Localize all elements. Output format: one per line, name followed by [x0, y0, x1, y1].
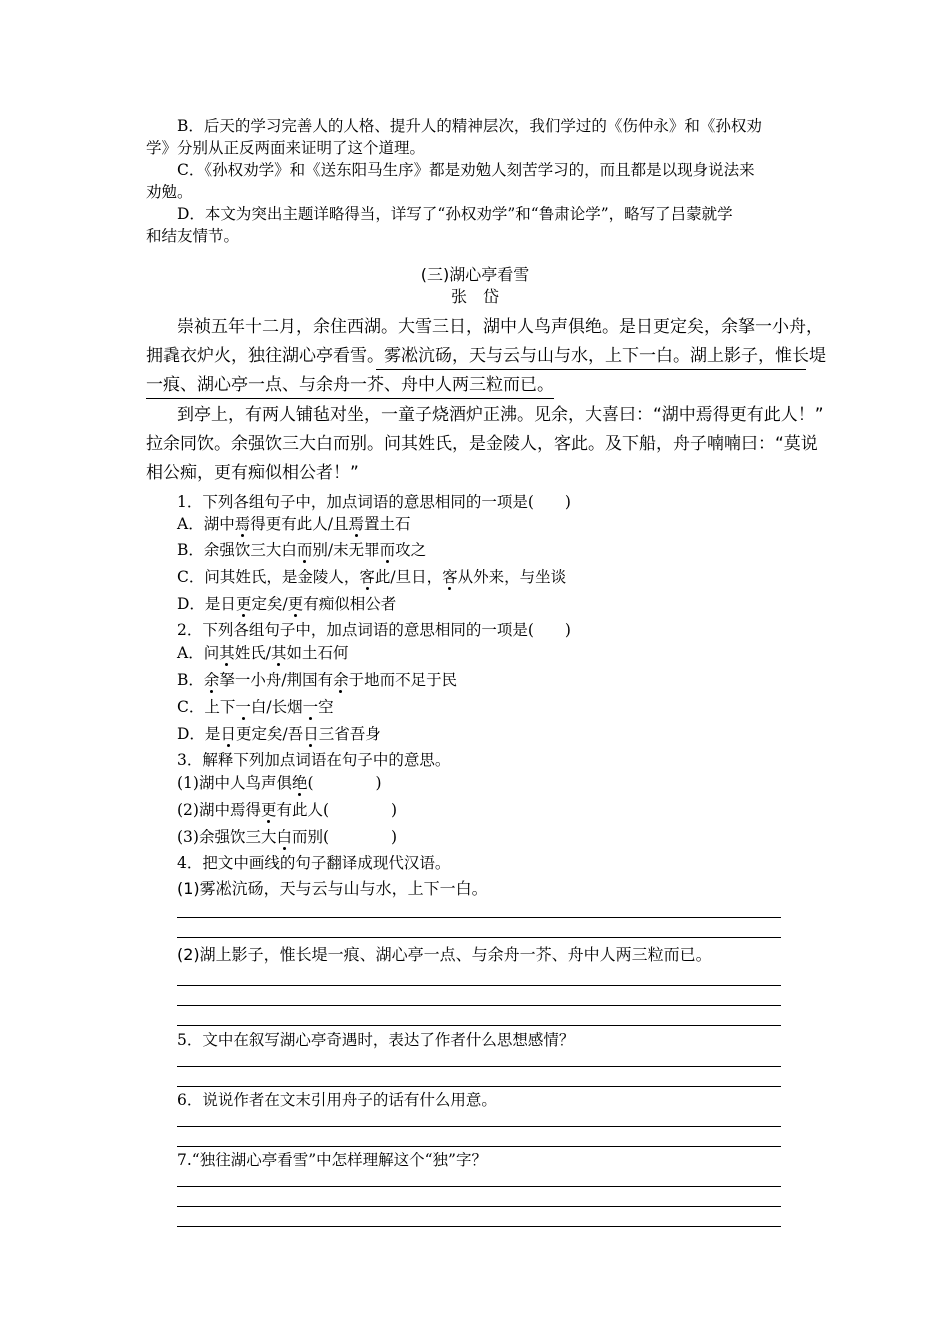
text: 攻之	[395, 541, 427, 559]
option-b-line2: 学》分别从正反两面来证明了这个道理。	[146, 139, 426, 157]
option-c-line1: C．《孙权劝学》和《送东阳马生序》都是劝勉人刻苦学习的，而且都是以现身说法来	[177, 161, 755, 179]
question-3-item-1	[177, 773, 382, 793]
dotted-word: 更	[235, 595, 252, 613]
question-3-item-2	[177, 800, 397, 820]
text: 姓氏/	[234, 644, 271, 662]
text: 如土石何	[286, 644, 349, 662]
text: (1)湖中人鸟声俱	[177, 774, 292, 792]
answer-line[interactable]	[177, 1126, 781, 1127]
text: 置土石	[363, 515, 411, 533]
option-c-line2: 劝勉。	[146, 183, 193, 201]
answer-line[interactable]	[177, 1226, 781, 1227]
dotted-word: 一	[235, 698, 251, 716]
question-4-item-2: (2)湖上影子，惟长堤一痕、湖心亭一点、与余舟一芥、舟中人两三粒而已。	[177, 945, 712, 964]
answer-line[interactable]	[177, 937, 781, 938]
answer-line[interactable]	[177, 1206, 781, 1207]
question-1-option-d	[177, 594, 396, 614]
dotted-word: 日	[220, 725, 236, 743]
question-3-item-3	[177, 827, 397, 847]
dotted-word: 焉	[348, 515, 364, 533]
text: 白/长烟	[250, 698, 303, 716]
text: 别/末无罪	[312, 541, 380, 559]
option-b-line1: B．后天的学习完善人的人格、提升人的精神层次，我们学过的《伤仲永》和《孙权劝	[177, 117, 762, 135]
passage-title: (三)湖心亭看雪	[420, 265, 530, 284]
option-d-line1: D．本文为突出主题详略得当，详写了“孙权劝学”和“鲁肃论学”，略写了吕蒙就学	[177, 205, 733, 223]
text: 空	[318, 698, 334, 716]
answer-line[interactable]	[177, 1025, 781, 1026]
passage-p1-line1: 崇祯五年十二月，余住西湖。大雪三日，湖中人鸟声俱绝。是日更定矣，余拏一小舟，	[177, 317, 823, 337]
text: B．余强饮三大白	[177, 541, 297, 559]
dotted-word: 而	[296, 541, 313, 559]
answer-line[interactable]	[177, 917, 781, 918]
text: 定矣/	[251, 595, 288, 613]
dotted-word: 绝	[291, 774, 308, 792]
dotted-word: 余	[333, 671, 349, 689]
question-2-option-c	[177, 697, 334, 717]
dotted-word: 客	[359, 568, 375, 586]
dotted-word: 客	[442, 568, 458, 586]
passage-p2-line2: 拉余同饮。余强饮三大白而别。问其姓氏，是金陵人，客此。及下船，舟子喃喃曰：“莫说	[146, 434, 818, 454]
question-4-stem: 4．把文中画线的句子翻译成现代汉语。	[177, 854, 451, 872]
text: (2)湖中焉得	[177, 801, 261, 819]
dotted-word: 焉	[234, 515, 251, 533]
text: (3)余强饮三大	[177, 828, 277, 846]
passage-p2-line3: 相公痴，更有痴似相公者！”	[146, 463, 359, 483]
passage-author: 张 岱	[450, 287, 499, 306]
dotted-word: 更	[260, 801, 277, 819]
answer-line[interactable]	[177, 1186, 781, 1187]
answer-line[interactable]	[177, 1066, 781, 1067]
text: C．上下	[177, 698, 236, 716]
question-1-option-a	[177, 514, 410, 534]
text: D．是日	[177, 595, 236, 613]
dotted-word: 一	[302, 698, 319, 716]
dotted-word: 其	[270, 644, 287, 662]
question-1-stem: 1．下列各组句子中，加点词语的意思相同的一项是( )	[177, 493, 571, 511]
answer-line[interactable]	[177, 985, 781, 986]
question-2-option-d	[177, 724, 381, 744]
text: 三省吾身	[318, 725, 381, 743]
text: C．问其姓氏，是金陵人，	[177, 568, 360, 586]
question-2-option-a	[177, 643, 348, 663]
underline-rule	[146, 398, 554, 399]
answer-blank: 而别( )	[291, 828, 398, 846]
dotted-word: 日	[303, 725, 319, 743]
passage-p1-line2	[146, 344, 826, 368]
dotted-word: 其	[219, 644, 235, 662]
answer-line[interactable]	[177, 1005, 781, 1006]
passage-p1-line2-plain: 拥毳衣炉火，独往湖心亭看雪。	[146, 346, 384, 366]
text: 得更有此人/且	[250, 515, 349, 533]
text: 有痴似相公者	[303, 595, 397, 613]
answer-line[interactable]	[177, 1086, 781, 1087]
text: A．湖中	[177, 515, 235, 533]
text: D．是	[177, 725, 221, 743]
passage-p2-line1: 到亭上，有两人铺毡对坐，一童子烧酒炉正沸。见余，大喜曰：“湖中焉得更有此人！”	[177, 405, 824, 425]
question-7-stem: 7.“独往湖心亭看雪”中怎样理解这个“独”字？	[177, 1151, 487, 1169]
answer-blank: 有此人( )	[276, 801, 398, 819]
text: 从外来，与坐谈	[457, 568, 567, 586]
dotted-word: 而	[379, 541, 396, 559]
answer-line[interactable]	[177, 1146, 781, 1147]
answer-blank: ( )	[307, 774, 382, 792]
question-5-stem: 5．文中在叙写湖心亭奇遇时，表达了作者什么思想感情？	[177, 1031, 575, 1049]
passage-underlined-sentence-1: 雾凇沆砀，天与云与山与水，上下一白。湖上影子，惟长堤	[384, 346, 826, 366]
text: 拏一小舟/荆国有	[219, 671, 334, 689]
question-2-stem: 2．下列各组句子中，加点词语的意思相同的一项是( )	[177, 621, 571, 639]
dotted-word: 更	[287, 595, 304, 613]
dotted-word: 白	[276, 828, 292, 846]
dotted-word: 余	[203, 671, 220, 689]
question-1-option-b	[177, 540, 426, 560]
question-2-option-b	[177, 670, 457, 690]
text: 此/旦日，	[374, 568, 443, 586]
underline-rule	[376, 369, 806, 370]
text: A．问	[177, 644, 220, 662]
text: 更定矣/吾	[235, 725, 304, 743]
passage-underlined-sentence-2: 一痕、湖心亭一点、与余舟一芥、舟中人两三粒而已。	[146, 375, 554, 395]
question-1-option-c	[177, 567, 566, 587]
option-d-line2: 和结友情节。	[146, 227, 240, 245]
question-3-stem: 3．解释下列加点词语在句子中的意思。	[177, 751, 451, 769]
text: B．	[177, 671, 204, 689]
question-6-stem: 6．说说作者在文末引用舟子的话有什么用意。	[177, 1091, 497, 1109]
question-4-item-1: (1)雾凇沆砀，天与云与山与水，上下一白。	[177, 879, 488, 898]
text: 于地而不足于民	[348, 671, 458, 689]
